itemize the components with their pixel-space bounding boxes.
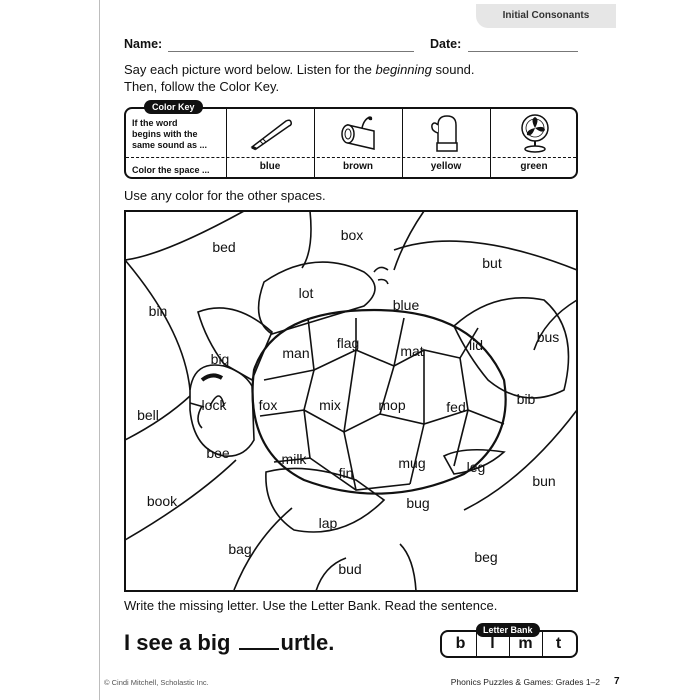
color-by-sound-puzzle: [124, 210, 578, 592]
word[interactable]: bun: [532, 473, 556, 489]
word[interactable]: milk: [281, 451, 307, 467]
color-name-blue: blue: [259, 161, 281, 172]
word[interactable]: lot: [298, 285, 314, 301]
instruction-line-2: Then, follow the Color Key.: [124, 79, 280, 94]
color-name-yellow: yellow: [430, 161, 462, 172]
word[interactable]: bell: [137, 407, 159, 423]
sentence-before: I see a big: [124, 630, 231, 655]
word[interactable]: bug: [406, 495, 430, 511]
word[interactable]: mat: [400, 343, 424, 359]
word[interactable]: box: [340, 227, 364, 243]
key-row2-label: Color the space ...: [132, 165, 210, 175]
name-field[interactable]: [168, 51, 414, 52]
word[interactable]: fin: [338, 465, 354, 481]
letter-m[interactable]: m: [518, 635, 533, 652]
name-date-row: [124, 37, 578, 55]
color-key: [124, 102, 578, 179]
word[interactable]: lock: [201, 397, 227, 413]
word[interactable]: book: [146, 493, 178, 509]
word[interactable]: bee: [206, 445, 230, 461]
instruction-line-4: Write the missing letter. Use the Letter Bank. Read the sentence.: [124, 598, 498, 613]
page-number: 7: [614, 676, 620, 687]
color-name-brown: brown: [343, 161, 373, 172]
word[interactable]: bus: [536, 329, 560, 345]
word[interactable]: beg: [474, 549, 498, 565]
copyright-footer: © Cindi Mitchell, Scholastic Inc.: [104, 678, 209, 687]
fan-icon: [510, 111, 560, 155]
word[interactable]: fed: [446, 399, 466, 415]
date-field[interactable]: [468, 51, 578, 52]
sentence-after: urtle.: [280, 630, 335, 655]
letter-l[interactable]: l: [490, 635, 495, 652]
word[interactable]: leg: [466, 459, 486, 475]
color-name-green: green: [520, 161, 548, 172]
word[interactable]: bib: [516, 391, 536, 407]
turtle-puzzle-svg: [124, 210, 578, 592]
word[interactable]: fox: [258, 397, 278, 413]
word[interactable]: bed: [212, 239, 236, 255]
word[interactable]: lid: [468, 337, 484, 353]
letter-t[interactable]: t: [555, 635, 562, 652]
color-key-badge: Color Key: [144, 100, 203, 114]
word[interactable]: but: [482, 255, 502, 271]
word[interactable]: big: [210, 351, 230, 367]
sentence: [124, 630, 334, 656]
name-label: Name:: [124, 37, 163, 51]
word[interactable]: bud: [338, 561, 362, 577]
instruction-line-3: Use any color for the other spaces.: [124, 188, 326, 203]
key-row1-label: If the word begins with the same sound as ...: [132, 118, 208, 150]
word[interactable]: flag: [336, 335, 360, 351]
topic-tab: Initial Consonants: [476, 4, 616, 28]
letter-bank-badge: Letter Bank: [476, 623, 540, 637]
word[interactable]: bin: [148, 303, 168, 319]
book-title-footer: Phonics Puzzles & Games: Grades 1–2: [450, 677, 600, 687]
mitten-icon: [422, 111, 472, 155]
key-divider: [126, 157, 576, 158]
word[interactable]: lap: [318, 515, 338, 531]
word[interactable]: man: [282, 345, 310, 361]
date-label: Date:: [430, 37, 462, 51]
missing-letter-blank[interactable]: [239, 630, 279, 650]
word[interactable]: mop: [378, 397, 406, 413]
instruction-line-1: Say each picture word below. Listen for the beginning sound.: [124, 62, 475, 77]
margin-line: [99, 0, 100, 700]
word[interactable]: blue: [392, 297, 420, 313]
bat-icon: [246, 111, 296, 155]
log-icon: [334, 111, 384, 155]
letter-bank: [440, 625, 578, 658]
word[interactable]: mix: [319, 397, 341, 413]
word[interactable]: bag: [228, 541, 252, 557]
word[interactable]: mug: [398, 455, 426, 471]
letter-b[interactable]: b: [455, 635, 466, 652]
